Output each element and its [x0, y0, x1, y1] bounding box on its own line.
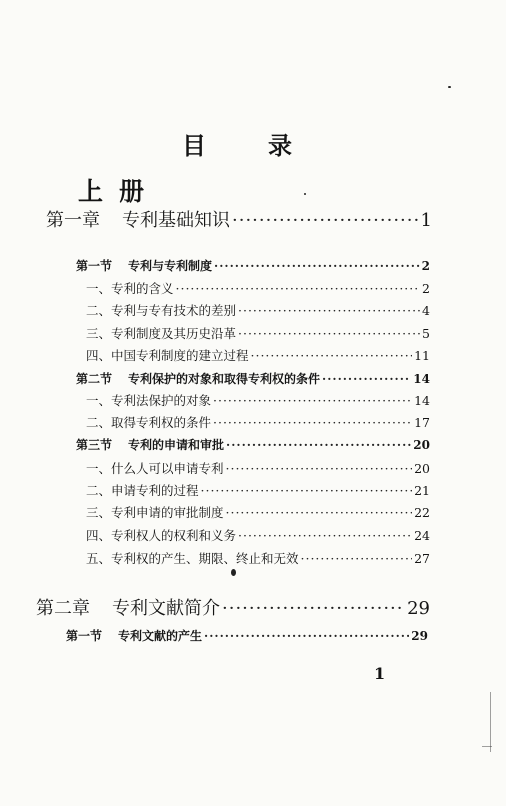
toc-item[interactable]	[86, 279, 430, 297]
page-ref: 14	[414, 393, 430, 408]
toc-item[interactable]	[86, 481, 430, 499]
chapter-number: 第一章	[46, 210, 100, 231]
leader-dots	[213, 415, 412, 430]
leader-dots	[201, 483, 413, 498]
toc-item[interactable]	[86, 413, 430, 431]
page-ref: 20	[413, 438, 430, 452]
item-title: 四、专利权人的权利和义务	[86, 528, 237, 543]
page-ref: 27	[414, 551, 430, 566]
section-title: 专利文献的产生	[118, 629, 203, 643]
toc-item[interactable]	[86, 459, 430, 477]
leader-dots	[226, 505, 413, 520]
page-ref: 21	[414, 483, 430, 498]
item-title: 二、申请专利的过程	[86, 483, 199, 498]
item-title: 五、专利权的产生、期限、终止和无效	[86, 551, 299, 566]
page-ref: 22	[414, 505, 430, 520]
scan-edge-mark	[490, 692, 491, 752]
toc-section-1-3[interactable]	[76, 436, 430, 453]
toc-item[interactable]	[86, 391, 430, 409]
item-title: 三、专利制度及其历史沿革	[86, 326, 237, 341]
toc-chapter-2[interactable]	[36, 594, 430, 620]
section-number: 第一节	[76, 259, 113, 273]
leader-dots	[232, 210, 419, 231]
leader-dots	[301, 551, 413, 566]
item-title: 四、中国专利制度的建立过程	[86, 348, 249, 363]
scan-edge-mark	[482, 746, 492, 747]
page-ref: 20	[414, 461, 430, 476]
toc-item[interactable]	[86, 549, 430, 567]
section-title: 专利保护的对象和取得专利权的条件	[128, 372, 321, 386]
toc-item[interactable]	[86, 324, 430, 342]
section-number: 第二节	[76, 372, 113, 386]
leader-dots	[226, 438, 411, 452]
scan-speck	[448, 86, 451, 88]
chapter-title: 专利基础知识	[122, 210, 230, 231]
page-ref: 2	[421, 259, 430, 273]
leader-dots	[214, 259, 420, 273]
scan-speck	[231, 569, 236, 576]
toc-item[interactable]	[86, 526, 430, 544]
toc-item[interactable]	[86, 301, 430, 319]
item-title: 一、专利法保护的对象	[86, 393, 212, 408]
chapter-title: 专利文献简介	[112, 598, 220, 619]
item-title: 三、专利申请的审批制度	[86, 505, 224, 520]
volume-label: 上册	[78, 177, 161, 206]
leader-dots	[204, 629, 409, 643]
leader-dots	[238, 326, 420, 341]
scan-speck	[304, 193, 306, 195]
leader-dots	[322, 372, 411, 386]
leader-dots	[213, 393, 412, 408]
toc-item[interactable]	[86, 503, 430, 521]
leader-dots	[251, 348, 413, 363]
page-title: 目录	[182, 131, 354, 160]
toc-chapter-1[interactable]	[46, 206, 432, 232]
toc-section-1-2[interactable]	[76, 370, 430, 387]
leader-dots	[226, 461, 413, 476]
page-ref: 29	[411, 629, 428, 643]
page-ref: 5	[422, 326, 430, 341]
leader-dots	[222, 598, 405, 619]
section-number: 第一节	[66, 629, 103, 643]
leader-dots	[176, 281, 421, 296]
page-ref: 17	[414, 415, 430, 430]
page-ref: 29	[407, 598, 430, 619]
item-title: 二、专利与专有技术的差别	[86, 303, 237, 318]
item-title: 一、什么人可以申请专利	[86, 461, 224, 476]
page-ref: 1	[420, 210, 432, 231]
page-number: 1	[374, 664, 386, 683]
leader-dots	[238, 303, 420, 318]
section-title: 专利与专利制度	[128, 259, 213, 273]
page-ref: 2	[422, 281, 430, 296]
page-ref: 24	[414, 528, 430, 543]
toc-section-1-1[interactable]	[76, 257, 430, 274]
leader-dots	[238, 528, 412, 543]
toc-section-2-1[interactable]	[66, 627, 428, 644]
page-ref: 4	[422, 303, 430, 318]
chapter-number: 第二章	[36, 598, 90, 619]
page-ref: 11	[414, 348, 430, 363]
section-title: 专利的申请和审批	[128, 438, 225, 452]
toc-item[interactable]	[86, 346, 430, 364]
section-number: 第三节	[76, 438, 113, 452]
item-title: 一、专利的含义	[86, 281, 174, 296]
page-ref: 14	[413, 372, 430, 386]
item-title: 二、取得专利权的条件	[86, 415, 212, 430]
